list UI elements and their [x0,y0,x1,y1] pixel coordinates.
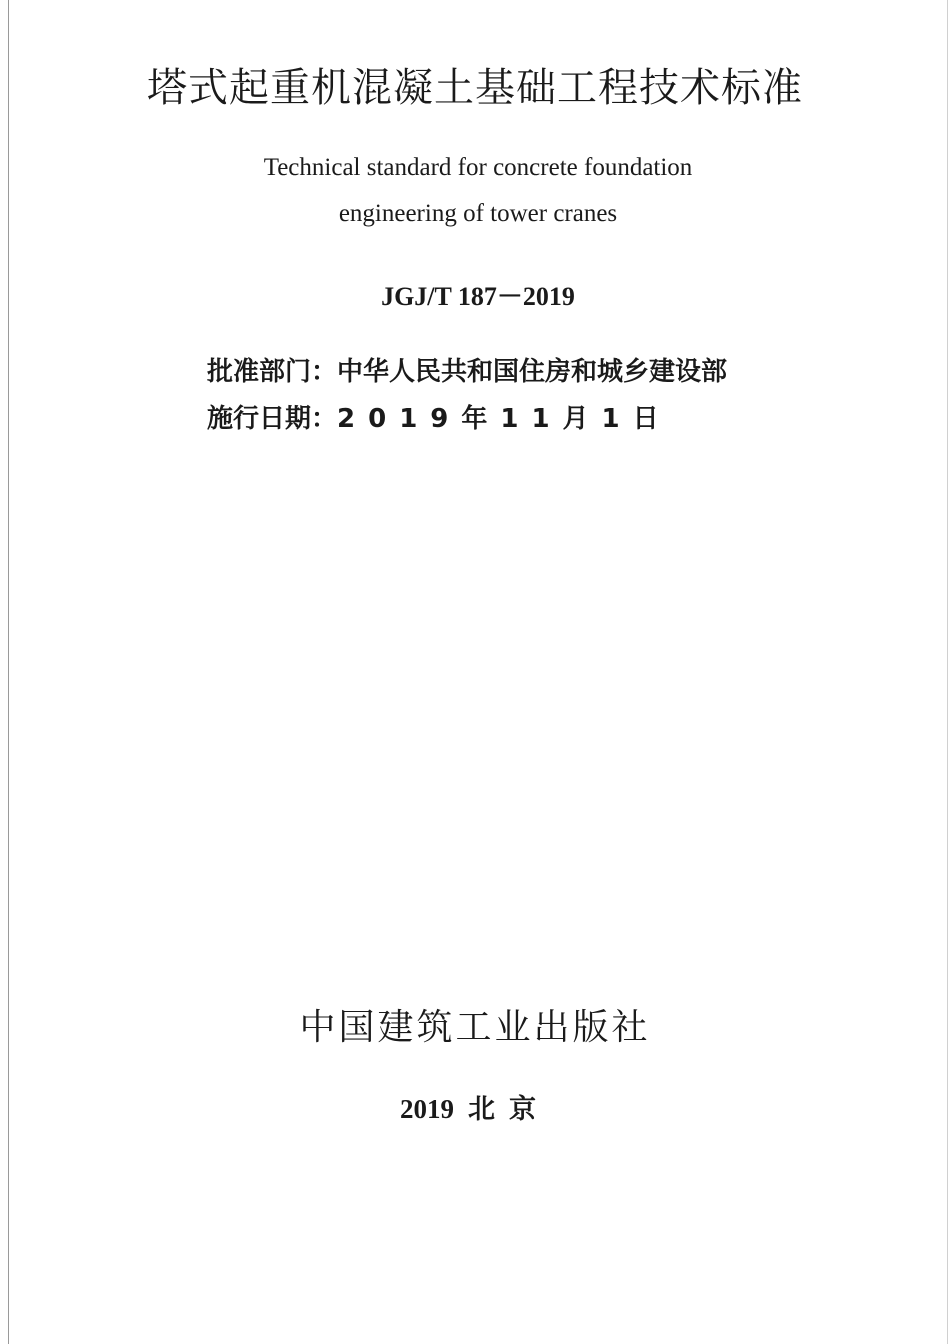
standard-code: JGJ/T 187－2019 [381,282,575,311]
approval-value: 中华人民共和国住房和城乡建设部 [337,357,728,387]
approval-label: 批准部门： [207,357,338,387]
english-title-line-1: Technical standard for concrete foundation [263,154,693,181]
approval-row [207,355,727,389]
effective-date-row [207,402,672,436]
publication-city: 北京 [468,1094,550,1125]
publisher-name: 中国建筑工业出版社 [299,1007,651,1048]
chinese-title: 塔式起重机混凝土基础工程技术标准 [147,65,803,111]
publication-line [0,1092,950,1127]
english-title-line-2: engineering of tower cranes [338,200,618,227]
effective-date-label: 施行日期： [207,404,338,434]
effective-date-value: 2019年11月1日 [337,404,672,434]
publication-year: 2019 [400,1094,454,1124]
